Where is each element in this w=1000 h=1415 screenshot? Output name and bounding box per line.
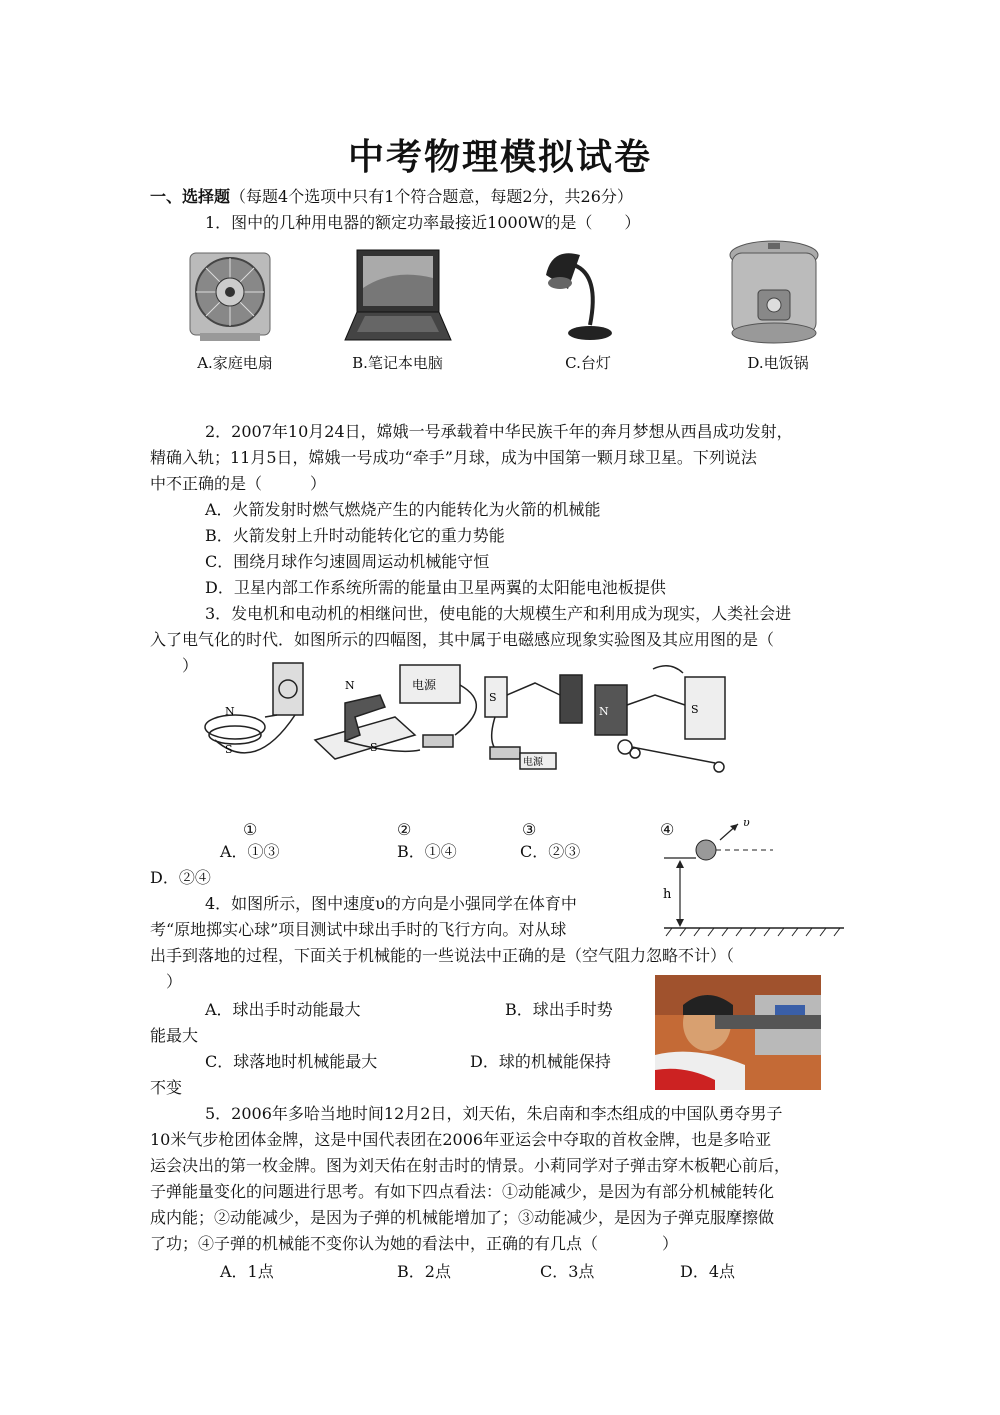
section-heading-label: 一、选择题 [150, 187, 231, 206]
q3-fig-label-3: ③ [522, 820, 537, 839]
section-heading [150, 185, 633, 209]
thrown-ball-figure [658, 810, 848, 940]
q5-line-1: 5．2006年多哈当地时间12月2日，刘天佑，朱启南和李杰组成的中国队勇夺男子 [205, 1104, 783, 1123]
fig-2-power: 电源 [412, 678, 437, 692]
q5-line-5: 成内能；②动能减少，是因为子弹的机械能增加了；③动能减少，是因为子弹克服摩擦做 [150, 1208, 775, 1227]
fig-2-drawing [315, 665, 476, 759]
q3-fig-label-1: ① [243, 820, 258, 839]
q2-option-c: C．围绕月球作匀速圆周运动机械能守恒 [205, 552, 490, 571]
q4-line-1: 4．如图所示，图中速度υ的方向是小强同学在体育中 [205, 894, 577, 913]
q4-option-c: C．球落地时机械能最大 [205, 1052, 378, 1071]
q2-line-3: 中不正确的是（ ） [150, 474, 327, 493]
q5-line-3: 运会决出的第一枚金牌。图为刘天佑在射击时的情景。小莉同学对子弹击穿木板靶心前后， [150, 1156, 791, 1175]
q3-fig-label-2: ② [397, 820, 412, 839]
fig-4-drawing [595, 666, 725, 772]
q4-line-3: 出手到落地的过程，下面关于机械能的一些说法中正确的是（空气阻力忽略不计）（ [150, 946, 735, 965]
fig-3-s: S [489, 691, 497, 704]
fig-1-drawing [205, 663, 303, 753]
q5-option-a: A．1点 [220, 1262, 274, 1281]
q2-option-a: A．火箭发射时燃气燃烧产生的内能转化为火箭的机械能 [205, 500, 601, 519]
q2-option-b: B．火箭发射上升时动能转化它的重力势能 [205, 526, 505, 545]
q2-line-1: 2．2007年10月24日，嫦娥一号承载着中华民族千年的奔月梦想从西昌成功发射， [205, 422, 793, 441]
q3-option-b: B．①④ [397, 842, 457, 861]
q5-line-2: 10米气步枪团体金牌，这是中国代表团在2006年亚运会中夺取的首枚金牌，也是多哈亚 [150, 1130, 772, 1149]
q4-option-a: A．球出手时动能最大 [205, 1000, 361, 1019]
fig-3-drawing [485, 675, 582, 769]
q1-caption-b: B.笔记本电脑 [352, 354, 443, 372]
height-label: h [663, 887, 672, 902]
q5-line-6: 了功；④子弹的机械能不变你认为她的看法中，正确的有几点（ ） [150, 1234, 679, 1253]
q2-line-2: 精确入轨；11月5日，嫦娥一号成功“牵手”月球，成为中国第一颗月球卫星。下列说法 [150, 448, 757, 467]
q3-option-d: D．②④ [150, 868, 211, 887]
q4-line-2: 考“原地掷实心球”项目测试中球出手时的飞行方向。对从球 [150, 920, 567, 939]
electromagnetism-figure [195, 655, 740, 780]
q2-option-d: D．卫星内部工作系统所需的能量由卫星两翼的太阳能电池板提供 [205, 578, 666, 597]
rice-cooker-image [722, 235, 826, 347]
q3-line-3: ） [150, 656, 199, 675]
fan-image [180, 245, 280, 345]
q4-line-4: ） [150, 972, 183, 991]
shooter-photo [655, 975, 821, 1090]
q1-caption-d: D.电饭锅 [747, 354, 809, 372]
fig-4-n: N [599, 705, 609, 718]
q1-caption-c: C.台灯 [565, 354, 611, 372]
q3-option-a: A．①③ [220, 842, 280, 861]
q5-option-b: B．2点 [397, 1262, 451, 1281]
q1-stem: 1．图中的几种用电器的额定功率最接近1000W的是（ ） [205, 213, 641, 232]
fig-3-power: 电源 [523, 757, 543, 768]
q3-line-1: 3．发电机和电动机的相继问世，使电能的大规模生产和利用成为现实，人类社会进 [205, 604, 792, 623]
q4-option-b-cont: 能最大 [150, 1026, 199, 1045]
q3-option-c: C．②③ [520, 842, 581, 861]
laptop-image [343, 248, 453, 343]
section-heading-note: （每题4个选项中只有1个符合题意，每题2分，共26分） [230, 187, 633, 206]
q5-option-c: C．3点 [540, 1262, 595, 1281]
q1-caption-a: A.家庭电扇 [197, 354, 273, 372]
fig-4-s: S [691, 703, 699, 716]
page-title: 中考物理模拟试卷 [347, 136, 652, 178]
fig-2-s: S [370, 741, 378, 754]
fig-1-s: S [225, 743, 233, 756]
fig-2-n: N [345, 679, 355, 692]
velocity-label: υ [743, 816, 750, 829]
q3-fig-label-4: ④ [660, 820, 675, 839]
q3-line-2: 入了电气化的时代．如图所示的四幅图，其中属于电磁感应现象实验图及其应用图的是（ [150, 630, 775, 649]
q4-option-d-cont: 不变 [150, 1078, 183, 1097]
q4-option-b: B．球出手时势 [505, 1000, 613, 1019]
q4-option-d: D．球的机械能保持 [470, 1052, 611, 1071]
desk-lamp-image [538, 245, 618, 343]
q5-option-d: D．4点 [680, 1262, 736, 1281]
fig-1-n: N [225, 705, 235, 718]
q5-line-4: 子弹能量变化的问题进行思考。有如下四点看法：①动能减少，是因为有部分机械能转化 [150, 1182, 775, 1201]
